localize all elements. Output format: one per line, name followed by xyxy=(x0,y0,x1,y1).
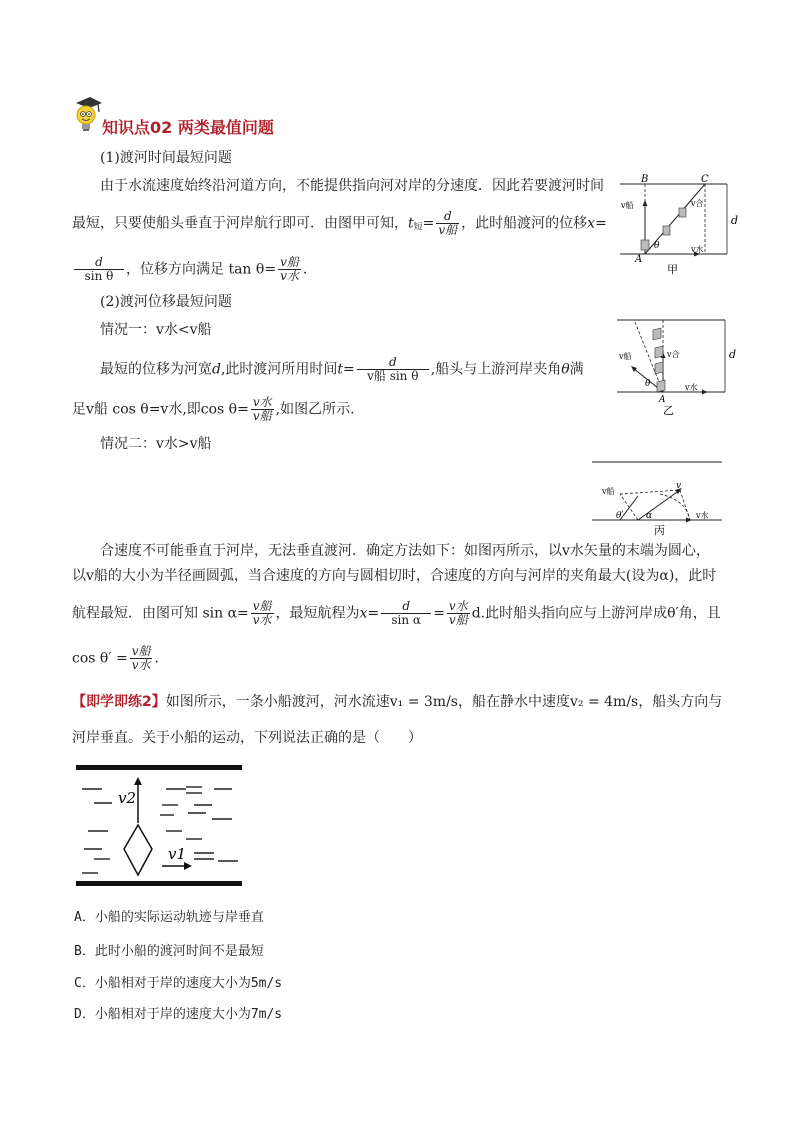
v1-arrow xyxy=(184,862,192,870)
water-ripples xyxy=(82,787,238,873)
jia-label-d: d xyxy=(731,214,739,227)
lightbulb-graduate-icon xyxy=(72,95,104,133)
yi-label-theta: θ xyxy=(645,379,651,389)
part1-heading: (1)渡河时间最短问题 xyxy=(100,150,232,166)
v2-arrow xyxy=(134,777,142,785)
label-v2: v2 xyxy=(118,789,137,807)
bing-label-v: v xyxy=(676,481,682,491)
bing-label-thetap: θ′ xyxy=(616,511,624,521)
yi-label-vhe: v合 xyxy=(667,350,680,359)
jia-label-vchuan: v船 xyxy=(621,201,634,210)
part2-case1-line2: 足v船 cos θ=v水,即cos θ= $\frac{\text{v水}}{\text{v船}}$ ,如图乙所示. xyxy=(72,395,355,423)
exercise-figure xyxy=(74,763,244,889)
jia-label-vshui: v水 xyxy=(691,245,704,254)
section-title: 知识点02 两类最值问题 xyxy=(102,118,274,137)
part2-case2: 情况二：v水>v船 xyxy=(100,436,212,452)
part2-case2-line2: 以v船的大小为半径画圆弧，当合速度的方向与圆相切时，合速度的方向与河岸的夹角最大(设为α)，此时 xyxy=(72,568,717,584)
bing-label-alpha: α xyxy=(646,511,653,521)
jia-label-B: B xyxy=(641,174,649,185)
option-a[interactable]: A．小船的实际运动轨迹与岸垂直 xyxy=(74,910,264,925)
jia-caption: 甲 xyxy=(667,263,678,276)
yi-label-vchuan: v船 xyxy=(619,352,632,361)
part1-line3: $\frac{d}{\text{sin θ}}$ ，位移方向满足 tan θ= $\frac{\text{v船}}{\text{v水}}$ . xyxy=(72,256,307,283)
jia-label-C: C xyxy=(701,174,709,185)
part2-case1-line1: 最短的位移为河宽d,此时渡河所用时间t= $\frac{d}{\text{v船 sin θ}}$ ,船头与上游河岸夹角θ满 xyxy=(100,355,584,383)
yi-label-d: d xyxy=(729,348,737,361)
exercise-line2: 河岸垂直。关于小船的运动，下列说法正确的是（ ） xyxy=(72,730,422,746)
bing-label-vshui: v水 xyxy=(696,511,709,520)
jia-label-theta: θ xyxy=(654,241,660,251)
option-d[interactable]: D．小船相对于岸的速度大小为7m/s xyxy=(74,1007,283,1022)
jia-label-vhe: v合 xyxy=(691,199,704,208)
figure-yi xyxy=(615,312,750,418)
part1-line1: 由于水流速度始终沿河道方向，不能提供指向河对岸的分速度．因此若要渡河时间 xyxy=(100,178,604,194)
yi-caption: 乙 xyxy=(663,404,674,417)
bing-label-vchuan: v船 xyxy=(602,487,615,496)
exercise-line1: 【即学即练2】如图所示，一条小船渡河，河水流速v₁ = 3m/s，船在静水中速度v₂ = 4m/s，船头方向与 xyxy=(72,694,723,710)
part2-case2-line4: cos θ′ = $\frac{\text{v船}}{\text{v水}}$ . xyxy=(72,644,159,672)
part1-line2: 最短，只要使船头垂直于河岸航行即可．由图甲可知，$t_短=$ $\frac{d}{\text{v船}}$ ，此时船渡河的位移x= xyxy=(72,209,607,237)
part2-case2-line3: 航程最短．由图可知 sin α= $\frac{\text{v船}}{\text{v水}}$ ，最短航程为x= $\frac{d}{\text{sin α}}$ = $\frac{\text{v水}}{\text{v船}}$ d.此时船头指向应与上游河岸成θ′角，且 xyxy=(72,599,721,627)
jia-label-A: A xyxy=(635,254,643,265)
yi-label-A: A xyxy=(659,395,666,405)
option-c[interactable]: C．小船相对于岸的速度大小为5m/s xyxy=(74,976,283,991)
label-v1: v1 xyxy=(168,845,187,863)
part2-case2-line1: 合速度不可能垂直于河岸，无法垂直渡河．确定方法如下：如图丙所示，以v水矢量的末端为圆心， xyxy=(100,543,710,559)
figure-jia xyxy=(615,172,750,280)
part2-case1: 情况一：v水<v船 xyxy=(100,322,212,338)
part2-heading: (2)渡河位移最短问题 xyxy=(100,294,232,310)
yi-label-vshui: v水 xyxy=(685,383,698,392)
boat-shape xyxy=(124,825,152,875)
figure-bing xyxy=(590,456,730,538)
bing-caption: 丙 xyxy=(654,524,665,537)
option-b[interactable]: B．此时小船的渡河时间不是最短 xyxy=(74,944,264,959)
exercise-tag: 【即学即练2】 xyxy=(72,694,166,710)
